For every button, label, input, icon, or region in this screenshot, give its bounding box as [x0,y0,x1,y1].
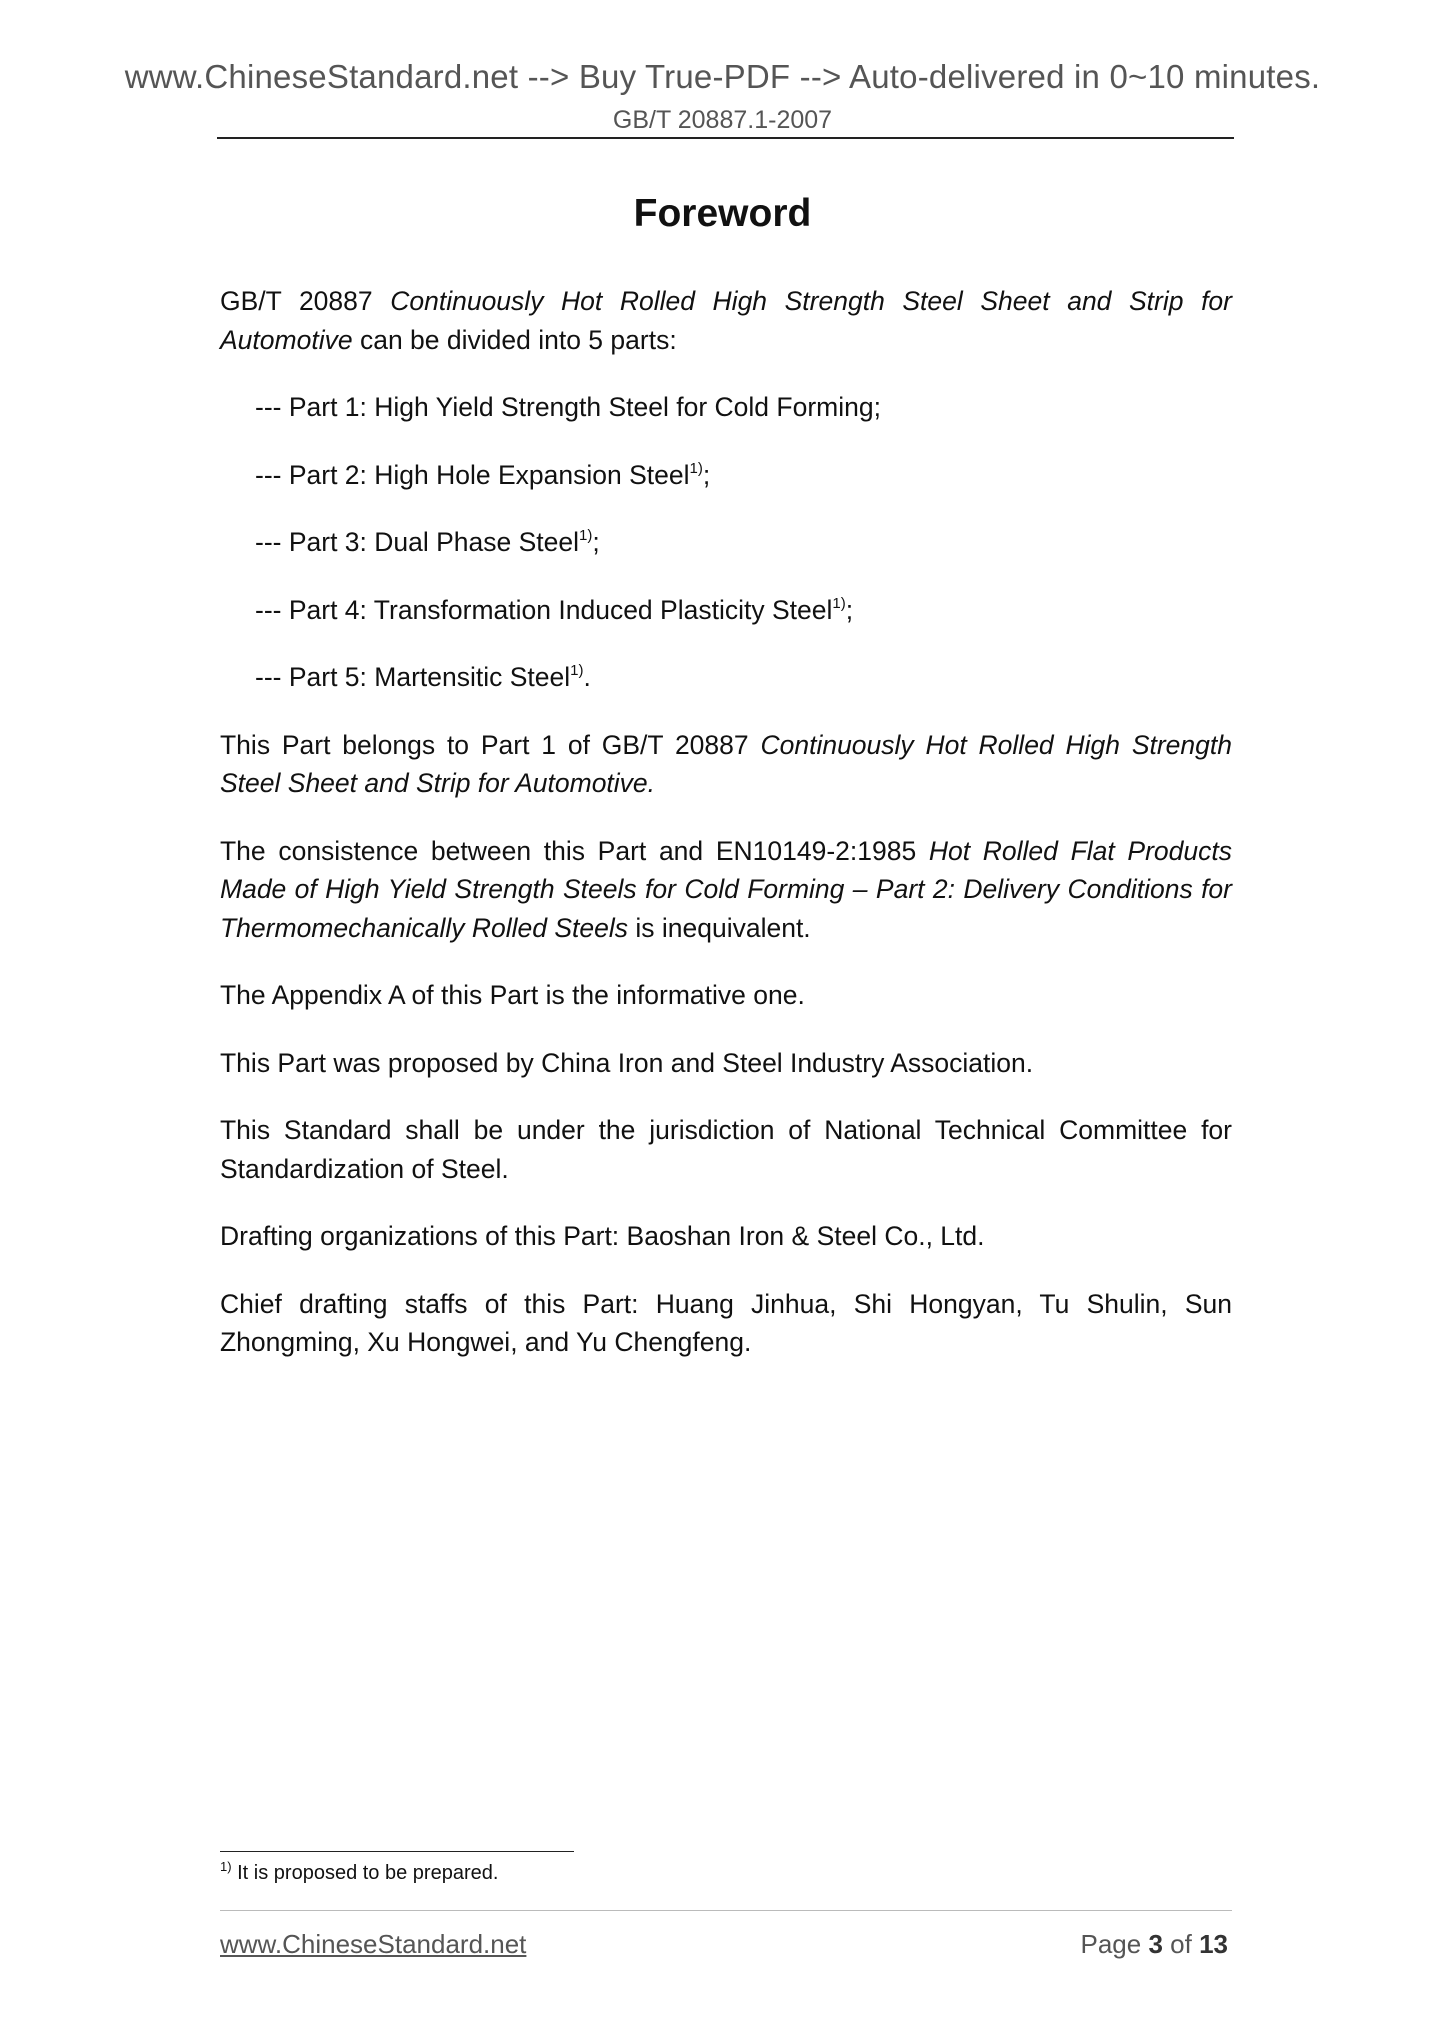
part-item-text: --- Part 3: Dual Phase Steel [255,527,580,557]
page-title: Foreword [633,192,812,235]
part-item-1 [255,388,1232,427]
appendix-paragraph: The Appendix A of this Part is the informative one. [220,980,805,1010]
consistence-paragraph [220,832,1232,948]
footer-website-link[interactable]: www.ChineseStandard.net [220,1929,527,1959]
part-item-text: --- Part 1: High Yield Strength Steel for Cold Forming; [255,392,881,422]
part-item-end: ; [702,459,711,490]
footnote-mark: 1) [220,1859,232,1874]
header-divider [217,137,1234,139]
part-item-end: ; [845,594,854,625]
belongs-lead: This Part belongs to Part 1 of GB/T 20887 [220,729,749,760]
proposed-paragraph: This Part was proposed by China Iron and Steel Industry Association. [220,1047,1034,1078]
intro-tail: can be divided into 5 parts: [359,324,677,355]
belongs-paragraph [220,726,1232,803]
part-item-text: --- Part 5: Martensitic Steel [255,662,571,692]
footnote-divider [220,1851,574,1852]
footnote-text: It is proposed to be prepared. [237,1862,499,1884]
jurisdiction-paragraph: This Standard shall be under the jurisdiction of National Technical Committee for Standardization of Steel. [220,1115,1232,1184]
intro-std: GB/T 20887 [220,286,373,316]
consistence-lead: The consistence between this Part and EN10149-2:1985 [220,835,917,866]
footnote-ref: 1) [832,594,846,612]
footnote-ref: 1) [570,662,584,679]
intro-std-title: Continuously Hot Rolled High Strength Steel Sheet and Strip for Automotive [220,286,1232,355]
part-item-end: . [583,662,591,692]
part-item-5 [255,658,1232,697]
part-item-text: --- Part 2: High Hole Expansion Steel [255,459,690,490]
intro-paragraph [220,282,1232,359]
page-label: Page [1080,1929,1142,1959]
of-label: of [1170,1929,1192,1959]
drafting-staff-paragraph: Chief drafting staffs of this Part: Huang Jinhua, Shi Hongyan, Tu Shulin, Sun Zhongming, Xu Hongwei, and Yu Chengfeng. [220,1288,1232,1357]
footnote-ref: 1) [689,459,703,477]
current-page: 3 [1148,1929,1163,1959]
header-banner: www.ChineseStandard.net --> Buy True-PDF --> Auto-delivered in 0~10 minutes. [124,58,1321,95]
part-item-3 [255,523,1232,562]
footer-divider [220,1910,1232,1911]
drafting-orgs-paragraph: Drafting organizations of this Part: Baoshan Iron & Steel Co., Ltd. [220,1221,985,1251]
consistence-ref-title: Hot Rolled Flat Products Made of High Yield Strength Steels for Cold Forming – Part 2: Delivery Conditions for Thermomechanically Rolled Steels [220,835,1232,943]
belongs-std-title: Continuously Hot Rolled High Strength Steel Sheet and Strip for Automotive. [220,729,1232,798]
part-item-end: ; [592,527,600,557]
page-indicator [1080,1929,1228,1960]
part-item-2 [255,456,1232,495]
footnote-ref: 1) [579,527,593,544]
footnote [220,1859,499,1885]
part-item-text: --- Part 4: Transformation Induced Plasticity Steel [255,594,833,625]
standard-number: GB/T 20887.1-2007 [612,106,833,134]
consistence-tail: is inequivalent. [635,912,811,943]
foreword-body [220,282,1232,1391]
part-item-4 [255,591,1232,630]
total-pages: 13 [1199,1929,1228,1959]
